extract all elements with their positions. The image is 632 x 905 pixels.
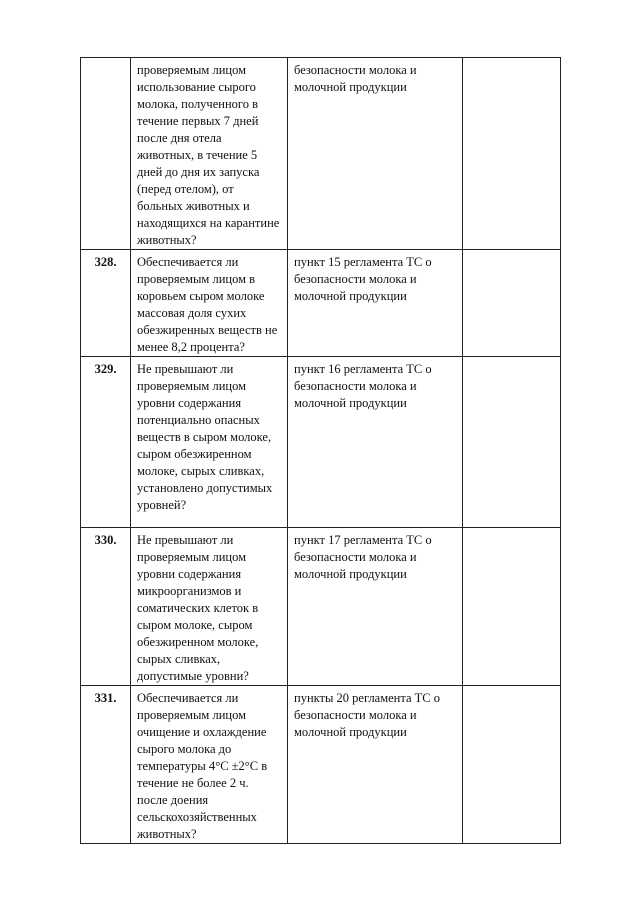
row-number: 328. [81, 250, 131, 357]
row-number [81, 58, 131, 250]
extra-cell [463, 357, 561, 528]
question-text: проверяемым лицом использование сырого молока, полученного в течение первых 7 дней после дня отела животных, в течение 5 дней до дня их запуска (перед отелом), от больных животных и находящихся на карантине животных? [137, 63, 280, 247]
extra-cell [463, 58, 561, 250]
row-number: 329. [81, 357, 131, 528]
extra-cell [463, 686, 561, 844]
reference-text: пункт 15 регламента ТС о безопасности молока и молочной продукции [294, 255, 432, 303]
reference-text: пункты 20 регламента ТС о безопасности молока и молочной продукции [294, 691, 441, 739]
reference-text: безопасности молока и молочной продукции [294, 63, 417, 94]
row-number: 331. [81, 686, 131, 844]
row-number: 330. [81, 528, 131, 686]
reference-text: пункт 16 регламента ТС о безопасности молока и молочной продукции [294, 362, 432, 410]
table-row [81, 58, 561, 250]
extra-cell [463, 250, 561, 357]
question-cell [131, 357, 288, 528]
reference-cell [288, 528, 463, 686]
question-text: Не превышают ли проверяемым лицом уровни содержания микроорганизмов и соматических клеток в сыром молоке, сыром обезжиренном молоке, сырых сливках, допустимые уровни? [137, 533, 259, 683]
question-text: Не превышают ли проверяемым лицом уровни содержания потенциально опасных веществ в сыром молоке, сыром обезжиренном молоке, сырых сливках, установлено допустимых уровней? [137, 362, 273, 512]
reference-cell [288, 250, 463, 357]
extra-cell [463, 528, 561, 686]
checklist-table [80, 57, 561, 844]
table-row [81, 528, 561, 686]
question-cell [131, 250, 288, 357]
reference-cell [288, 357, 463, 528]
question-cell [131, 686, 288, 844]
reference-text: пункт 17 регламента ТС о безопасности молока и молочной продукции [294, 533, 432, 581]
reference-cell [288, 686, 463, 844]
table-row [81, 357, 561, 528]
reference-cell [288, 58, 463, 250]
table-row [81, 686, 561, 844]
question-text: Обеспечивается ли проверяемым лицом в коровьем сыром молоке массовая доля сухих обезжиренных веществ не менее 8,2 процента? [137, 255, 278, 354]
question-cell [131, 528, 288, 686]
question-cell [131, 58, 288, 250]
table-row [81, 250, 561, 357]
question-text: Обеспечивается ли проверяемым лицом очищение и охлаждение сырого молока до температуры 4°С ±2°С в течение не более 2 ч. после доения сельскохозяйственных животных? [137, 691, 268, 841]
